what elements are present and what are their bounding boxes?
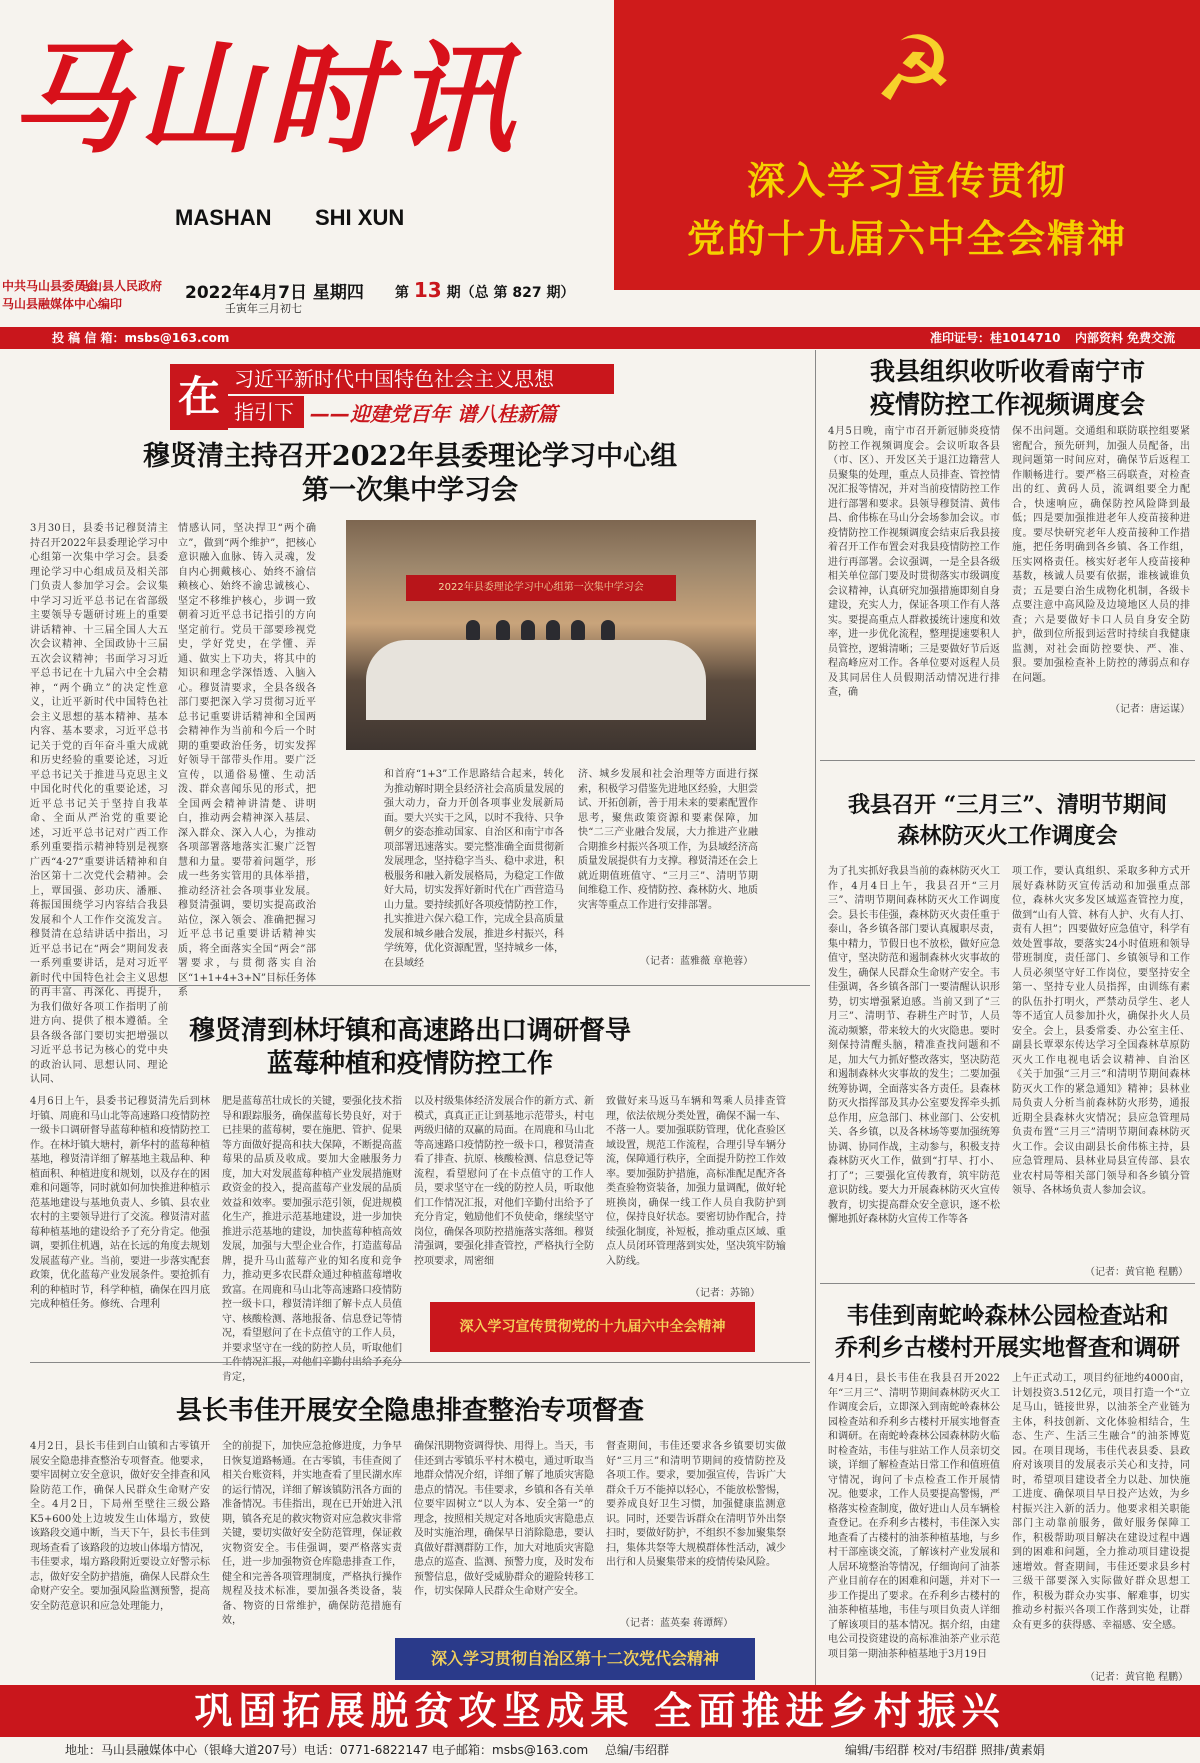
section-divider bbox=[30, 985, 810, 986]
article-3-col-1: 为了扎实抓好我县当前的森林防灭火工作，4月4日上午，我县召开“三月三”、清明节期间森林防灭火工作调度会。县长韦佳强，森林防灭火责任重于泰山，各乡镇各部门要认真履职尽责，集中精力，节假日也不放松，做好应急值守，坚决防范和遏制森林火灾事故的发生，确保人民群众生命财产安全。韦佳强调，各乡镇各部门一要清醒认识形势，切实增强紧迫感。当前又到了“三月三”、清明节、春耕生产时节，人员流动频繁，带来较大的火灾隐患。要时刻保持清醒头脑，精准查找问题和不足，加大气力抓好整改落实，坚决防范和遏制森林火灾事故的发生；二要加强统筹协调，全面落实各方责任。县森林防灭火指挥部及其办公室要发挥牵头抓总作用，应急部门、林业部门、公安机关、各乡镇，以及各林场等要加强统筹协调、协同作战，主动参与，积极支持森林防灭火工作，做到“打早、打小、打了”；三要强化宣传教育，筑牢防范意识防线。要大力开展森林防灭火宣传教育，切实提高群众安全意识，逐不松懈地抓好森林防火宣传工作等各 bbox=[828, 866, 1000, 1225]
article-5-headline bbox=[820, 1300, 1195, 1364]
banner-line-1: 深入学习宣传贯彻 bbox=[746, 159, 1067, 203]
publisher-3: 马山县融媒体中心编印 bbox=[2, 297, 123, 311]
photo-person bbox=[546, 620, 560, 640]
article-1-col-4: 济、城乡发展和社会治理等方面进行探索，积极学习借鉴先进地区经验，大胆尝试、开拓创新，善于用未来的要素配置作思考，聚焦政策资源和要素保障，加快“二三产业融合发展，大力推进产业融合期推乡村振兴各项工作，为县域经济高质量发展提供有力支撑。穆贤清还在会上就近期值班值守、“三月三”、清明节期间维稳工作、疫情防控、森林防火、地质灾害等重点工作进行安排部署。 bbox=[578, 769, 758, 911]
article-6-credit: （记者：蓝英秦 蒋谭辉） bbox=[620, 1618, 734, 1629]
article-5-title-line-2: 乔利乡古楼村开展实地督查和调研 bbox=[835, 1334, 1180, 1361]
article-1-credit: （记者：蓝雅薇 章艳蓉） bbox=[640, 956, 754, 967]
issue-number-block bbox=[395, 278, 574, 302]
section-divider bbox=[30, 1362, 810, 1363]
article-1-col-2: 情感认同，坚决捍卫“两个确立”，做到“两个维护”，把核心意识融入血脉、铸入灵魂，发自内心拥戴核心、始终不渝信赖核心、始终不渝忠诚核心、坚定不移维护核心，步调一致朝着习近平总书记指引的方向坚定前行。党员干部要珍视党史，学好党史，在学懂、弄通、做实上下功夫，将其中的知识和理念学深悟透、入脑入心。穆贤清要求，全县各级各部门要把深入学习贯彻习近平总书记重要讲话精神和全国两会精神作为当前和今后一个时期的重要政治任务，切实发挥好领导干部带头作用。要广泛宣传，以通俗易懂、生动活泼、群众喜闻乐见的形式，把全国两会精神讲清楚、讲明白，推动两会精神深入基层、深入群众、深入人心，为推动各项部署落地落实汇聚广泛智慧和力量。要带着问题学，形成一些务实管用的具体举措，推动经济社会各项事业发展。穆贤清强调，要切实提高政治站位，深入领会、准确把握习近平总书记重要讲话精神实质，将全面落实全国“两会”部署要求，与贯彻落实自治区“1+1+4+3+N”目标任务体系 bbox=[178, 523, 316, 998]
party-emblem-icon: ☭ bbox=[873, 17, 955, 122]
article-4-col-2: 肥是蓝莓茁壮成长的关键，要强化技术指导和跟踪服务，确保蓝莓长势良好，对于已挂果的蓝莓树，要在施肥、管护、促果等方面做好提高和扶大保障，不断提高蓝莓果的品质及收成。要加大金融服务力度，加大对发展蓝莓种植产业发展措施财政资金的投入，提高蓝莓产业发展的品质效益和效率。要加强示范引领，促进规模化生产，推进示范基地建设，进一步加快推进示范基地的建设，加快蓝莓种植高效发展，加强与大型企业合作，打造蓝莓品牌，提升马山蓝莓产业的知名度和竞争力，推动更多农民群众通过种植蓝莓增收致富。在周鹿和马山北等高速路口疫情防控一级卡口，穆贤清详细了解卡点人员值守、核酸检测、落地报备、信息登记等情况，看望慰问了在卡点值守的工作人员，并要求坚守在一线的防控人员，听取他们 肯定， bbox=[222, 1096, 402, 1383]
article-4-credit: （记者：苏锦） bbox=[690, 1288, 760, 1299]
theory-banner-line-2: 指引下 bbox=[228, 396, 304, 428]
print-permit: 准印证号：桂1014710 bbox=[930, 331, 1061, 345]
article-2-credit: （记者：唐运谋） bbox=[1110, 704, 1190, 715]
article-5-col-1: 4月4日，县长韦佳在我县召开2022年“三月三”、清明节期间森林防灭火工作调度会后，立即深入到南蛇岭森林公园检查站和乔利乡古楼村开展实地督查和调研。在南蛇岭森林公园森林防火临时检查站，韦佳与驻站工作人员亲切交谈，详细了解检查站日常工作和值班值守情况，询问了卡点检查工作开展情况。他要求，工作人员要提高警惕，严格落实检查制度，做好进山人员车辆检查登记。在乔利乡古楼村，韦佳深入实地查看了古楼村的油茶种植基地，与乡村干部座谈交流，了解该村产业发展和人居环境整治等情况，仔细询问了油茶产业目前存在的困难和问题，并对下一步工作提出了要求。在乔利乡古楼村的油茶种植基地，韦佳与项目负责人详细了解该项目的基本情况。据介绍，由建电公司投资建设的高标准油茶产业示范项目第一期油茶种植基地于3月19日 bbox=[828, 1373, 1000, 1660]
theory-banner-line-3: ——迎建党百年 谱八桂新篇 bbox=[310, 402, 557, 426]
publisher-1: 中共马山县委员会 bbox=[2, 279, 99, 293]
article-6-headline: 县长韦佳开展安全隐患排查整治专项督查 bbox=[175, 1396, 644, 1426]
bottom-slogan-bar: 巩固拓展脱贫攻坚成果 全面推进乡村振兴 bbox=[0, 1685, 1200, 1737]
submission-email: 投 稿 信 箱：msbs@163.com bbox=[52, 331, 230, 345]
article-4-title-line-1: 穆贤清到林圩镇和高速路出口调研督导 bbox=[188, 1016, 631, 1046]
theory-banner-big-char: 在 bbox=[170, 364, 228, 430]
article-1-col-2b bbox=[178, 768, 316, 973]
article-4-col-1: 4月6日上午，县委书记穆贤清先后到林圩镇、周鹿和马山北等高速路口疫情防控一级卡口调研督导蓝莓种植和疫情防控工作。在林圩镇大塘村，新华村的蓝莓种植基地，穆贤清详细了解基地主栽品种、种植面积、种植进度和规划，以及存在的困难和问题等，同时就如何加快推进种植示范基地建设与基地负责人、乡镇、县农业农村的主要领导进行了交流。穆贤清对蓝莓种植基地的建设给予了充分肯定。他强调，要抓住机遇，站在长远的角度去规划发展蓝莓产业。当前，要进一步落实配套政策，优化蓝莓产业发展条件。要抢抓有利的种植时节，科学种植，确保在四月底完成种植任务。修统、合理利 bbox=[30, 1096, 210, 1310]
footer-address: 地址：马山县融媒体中心（银峰大道207号）电话：0771-6822147 电子邮箱：msbs@163.com bbox=[65, 1743, 589, 1757]
slogan-1-text: 深入学习宣传贯彻党的十九届六中全会精神 bbox=[459, 1319, 726, 1335]
article-3-credit: （记者：黄官艳 程鹏） bbox=[1085, 1267, 1189, 1278]
theory-banner-line-1: 习近平新时代中国特色社会主义思想 bbox=[228, 364, 614, 394]
slogan-box-2 bbox=[395, 1638, 755, 1680]
article-2-col-1: 4月5日晚，南宁市召开新冠肺炎疫情防控工作视频调度会。会议听取各县（市、区）、开发区关于退江边籍营人员聚集的处理，重点人员排查、管控情况汇报等情况，并对当前疫情防控工作进行部署和要求。县领导穆贤清、黄伟昌、俞伟栋在马山分会场参加会议。市疫情防控工作视频调度会结束后我县接着召开工作布置会对我县疫情防控工作进行再部署。会议强调，一是全县各级相关单位部门要及时贯彻落实市级调度会议精神，认真研究加强措施即刻自身建设，充实人力，保证各项工作有人落实。要提高重点人群救援统计速度和效率，进一步优化流程，整理提速要积人员管控，逻辑清晰；三是要做好节后返程高峰应对工作。各单位要对返程人员及其同居住人员假期活动情况进行排查，确 bbox=[828, 426, 1000, 698]
article-1-col-1: 3月30日，县委书记穆贤清主持召开2022年县委理论学习中心组第一次集中学习会。县委理论学习中心组成员及相关部门负责人参加学习会。会议集中学习习近平总书记在省部级主要领导专题研讨班上的重要讲话精神、十三届全国人大五次会议精神、全国政协十三届五次会议精神；书面学习习近平总书记在十九届六中全会精神，“两个确立”的决定性意义，让近平新时代中国特色社会主义思想的基本精神、基本内容、基本要求，习近平总书记关于党的百年奋斗重大成就和历史经验的重要论述，习近平总书记关于推进马克思主义中国化时代化的重要论述，习近平总书记关于坚持自我革命、全面从严治党的重要论述，习近平总书记对广西工作系列重要指示精神特别是视察广西“4·27”重要讲话精神和自治区第十二次党代会精神。会上，覃国强、彭功庆、潘雁、蒋振国围绕学习内容结合我县发展和个人工作作交流发言。穆贤清在总结讲话中指出，习近平总书记在“两会”期间发表一系列重要讲话，是对习近平新时代中国特色社会主义思想的再丰富、再深化、再提升，为我们做好各项工作指明了前进方向、提供了根本遵循。全县各级各部门要切实把增强以习近平总书记为核心的党中央的政治认同、思想认同、理论认同、 bbox=[30, 523, 168, 1085]
article-5-credit: （记者：黄官艳 程鹏） bbox=[1085, 1672, 1189, 1683]
article-4-col-4: 致做好来马返马车辆和驾乘人员排查管理，依法依规分类处置，确保不漏一车、不落一人。要加强联防管理，优化查验区域设置，规范工作流程，合理引导车辆分流，保障通行秩序，全面提升防控工作效率。要加强防护措施，高标准配足配齐各类查验物资装备，加强力量调配，做好轮班换岗，确保一线工作人员自我防护到位，保持良好状态。要密切协作配合，持续强化制度，补短板，推动重点区域、重点人员闭环管理落到实处，坚决筑牢防输入防线。 bbox=[606, 1096, 786, 1267]
slogan-box-1 bbox=[430, 1302, 755, 1352]
section-divider bbox=[820, 760, 1195, 761]
photo-screen-text: 2022年县委理论学习中心组第一次集中学习会 bbox=[406, 575, 676, 601]
article-4-col-3: 以及村级集体经济发展合作的新方式、新模式，真真正正让到基地示范带头，村屯两级归储的双赢的局面。在周鹿和马山北等高速路口疫情防控一级卡口，穆贤清查看了排查、抗原、核酸检测、信息登记等流程，看望慰问了在卡点值守的工作人员，要求坚守在一线的防控人员，听取他们工作情况汇报，对他们辛勤付出给予了充分肯定，勉励他们不负使命，继续坚守岗位，确保各项防控措施落实落细。穆贤清强调，要强化排查管控，严格执行全防控项要求，周密细 bbox=[414, 1096, 594, 1267]
article-5-title-line-1: 韦佳到南蛇岭森林公园检查站和 bbox=[846, 1302, 1169, 1329]
footer bbox=[0, 1737, 1200, 1763]
publisher-2: 马山县人民政府 bbox=[78, 279, 163, 293]
circulation-note: 内部资料 免费交流 bbox=[1075, 331, 1176, 345]
masthead-english-left: MASHAN bbox=[175, 205, 272, 230]
article-4-headline bbox=[30, 1015, 790, 1081]
issue-number: 13 bbox=[413, 278, 442, 302]
issue-date: 2022年4月7日 星期四 bbox=[185, 283, 364, 303]
theory-banner bbox=[170, 364, 610, 430]
banner-line-2: 党的十九届六中全会精神 bbox=[686, 217, 1127, 261]
article-2-title-line-1: 我县组织收听收看南宁市 bbox=[869, 357, 1145, 386]
lunar-date: 壬寅年三月初七 bbox=[225, 302, 302, 315]
info-bar bbox=[0, 327, 1200, 349]
masthead-english-right: SHI XUN bbox=[315, 205, 405, 230]
article-2-headline bbox=[825, 355, 1190, 421]
photo-person bbox=[496, 620, 510, 640]
article-4-title-line-2: 蓝莓种植和疫情防控工作 bbox=[266, 1049, 553, 1079]
photo-person bbox=[571, 620, 585, 640]
article-3-title-line-1: 我县召开 “三月三”、清明节期间 bbox=[848, 792, 1167, 818]
article-3-title-line-2: 森林防灭火工作调度会 bbox=[897, 823, 1118, 849]
article-6-col-3: 确保汛期物资调得快、用得上。当天，韦佳还到古零镇乐平村木模屯，通过听取当地群众情况介绍，详细了解了地质灾害隐患点的情况。韦佳要求，乡镇和各有关单位要牢固树立“以人为本、安全第一”的理念，按照相关规定对各地质灾害隐患点及时实施治理，确保早日消除隐患，要认真做好群测群防工作，加大对地质灾害隐患点的巡查、监测、预警力度，及时发布预警信息，做好受威胁群众的避险转移工作，切实保障人民群众生命财产安全。 bbox=[414, 1441, 594, 1597]
article-6-col-1: 4月2日，县长韦佳到白山镇和古零镇开展安全隐患排查整治专项督查。他要求，要牢固树立安全意识，做好安全排查和风险防范工作，确保人民群众生命财产安全。4月2日，下局州至壁往三级公路K5+600处上边坡发生山体塌方，致使该路段交通中断，当天下午，县长韦佳到现场查看了该路段的边坡山体塌方情况，韦佳要求，塌方路段附近要设立好警示标志，做好安全防护措施，确保人民群众生命财产安全。要加强风险监测预警，提高安全防范意识和应急处理能力， bbox=[30, 1441, 210, 1612]
theme-banner bbox=[614, 0, 1200, 290]
article-1-title-line-1: 穆贤清主持召开2022年县委理论学习中心组 bbox=[142, 441, 678, 472]
meeting-photo bbox=[346, 520, 756, 750]
photo-person bbox=[601, 620, 615, 640]
article-5-col-2: 上午正式动工，项目约征地约4000亩，计划投资3.512亿元，项目打造一个“立足马山，链接世界，以油茶全产业链为主体，科技创新、文化体验相结合，生态、生产、生活三生融合”的油茶博览园。在项目现场，韦佳代表县委、县政府对该项目的发展表示关心和支持，同时，希望项目建设者全力以赴、加快施工进度、确保项目早日投产达效，为乡村振兴注入新的活力。他要求相关职能部门主动靠前服务，做好服务保障工作，积极帮助项目解决在建设过程中遇到的困难和问题，全力推动项目建设提速增效。督查期间，韦佳还要求县乡村三级干部要深入实际做好群众思想工作，积极为群众办实事、解难事，切实推动乡村振兴各项工作落到实处，让群众有更多的获得感、幸福感、安全感。 bbox=[1012, 1373, 1190, 1631]
article-6-col-4: 督查期间，韦佳还要求各乡镇要切实做好“三月三”和清明节期间的疫情防控及各项工作。要求，要加强宣传，告诉广大群众千万不能掉以轻心，不能放松警惕，要养成良好卫生习惯，加强健康监测意识。同时，还要告诉群众在清明节外出祭扫时，要做好防护，不组织不参加聚集祭扫，集体共祭等大规模群体性活动，减少出行和人员聚集带来的疫情传染风险。 bbox=[606, 1441, 786, 1568]
article-2-title-line-2: 疫情防控工作视频调度会 bbox=[869, 390, 1145, 419]
photo-meeting-table bbox=[366, 640, 706, 720]
issue-prefix: 第 bbox=[395, 285, 409, 301]
footer-editors: 编辑/韦绍群 校对/韦绍群 照排/黄素娟 bbox=[845, 1743, 1045, 1757]
issue-suffix: 期（总 第 827 期） bbox=[446, 285, 575, 301]
article-1-col-3: 和首府“1+3”工作思路结合起来，转化为推动解时期全县经济社会高质量发展的强大动力，奋力开创各项事业发展新局面。要大兴实干之风，以时不我待、只争朝夕的姿态推动国家、自治区和南宁市各项部署迅速落实。要完整准确全面贯彻新发展理念，坚持稳字当头、稳中求进，积极服务和融入新发展格局，为稳定工作做好大局，切实发挥好新时代在广西营造马山力量。要持续抓好各项疫情防控工作，扎实推进六保六稳工作，完成全县高质量发展和城乡融合发展，推进乡村振兴，科学统筹，优化资源配置，坚持城乡一体，在县域经 bbox=[384, 769, 564, 969]
article-3-col-2: 项工作，要认真组织、采取多种方式开展好森林防灭宣传活动和加强重点部位，森林火灾多发区域巡查管控力度，做到“山有人管、林有人护、火有人打、责有人担”；四要做好应急值守，科学有效处置事故，要落实24小时值班和领导带班制度，责任部门、乡镇领导和工作人员必须坚守好工作岗位，要坚持安全第一、坚持专业人员指挥，由训练有素的队伍扑打明火，严禁动员学生、老人等不适宜人员参加扑火，确保扑火人员安全。会上，县委常委、办公室主任、副县长覃翠东传达学习全国森林草原防灭火工作电视电话会议精神、自治区《关于加强“三月三”和清明节期间森林防灭火工作的紧急通知》精神；县林业局负责人分析当前森林防火形势，通报近期全县森林火灾情况；县应急管理局负责布置“三月三”清明节期间森林防灭火工作。会议由副县长俞伟栋主持，县应急管理局、县林业局县宣传部、县农业农村局等相关部门领导和各乡镇分管领导、各林场负责人参加会议。 bbox=[1012, 866, 1190, 1196]
photo-person bbox=[466, 620, 480, 640]
slogan-2-text: 深入学习贯彻自治区第十二次党代会精神 bbox=[430, 1649, 719, 1668]
section-divider bbox=[820, 1283, 1195, 1284]
column-divider bbox=[815, 350, 816, 1685]
article-1-headline bbox=[30, 440, 790, 508]
article-3-headline bbox=[820, 790, 1195, 852]
article-1-title-line-2: 第一次集中学习会 bbox=[302, 475, 518, 506]
article-6-col-2: 全的前提下，加快应急抢修进度，力争早日恢复道路畅通。在古零镇，韦佳查阅了相关台账资料，并实地查看了里民湖水库的运行情况，详细了解该镇防汛各方面的准备情况。韦佳指出，现在已开始进入汛期，镇各充足的救灾物资对应急救灾非常关键，要切实做好安全防范管理，保证救灾物资安全。韦佳强调，要严格落实责任，进一步加强物资仓库隐患排查工作，健全和完善各项管理制度，严格执行操作规程及技术标准，要加强各类设备，装备、物资的日常维护，确保防范措施有效， bbox=[222, 1441, 402, 1626]
article-2-col-2: 保不出问题。交通组和联防联控组要紧密配合，预先研判，加强人员配备，出现问题第一时间应对，确保节后返程工作顺畅进行。要严格三码联查，对检查出的红、黄码人员，流调组要全力配合，快速响应，确保防控风险降到最低；四是要加强推进老年人疫苗接种进度。要尽快研究老年人疫苗接种工作措施，把任务明确到各乡镇、各工作组，压实网格责任。核实好老年人疫苗接种基数，核诚人员要有依据，谁核诚谁负责；五是要白治生成物化机制，各级卡点要注意中高风险及边境地区人员的排查；六是要做好卡口人员自身安全防护，做到位所报到运营时持续自我健康监测，对社会面防控要快、严、准、狠。要加强检查补上防控的薄弱点和存在问题。 bbox=[1012, 426, 1190, 684]
photo-person bbox=[521, 620, 535, 640]
newspaper-logo-title: 马山时讯 bbox=[10, 29, 522, 170]
footer-chief-editor: 总编/韦绍群 bbox=[605, 1743, 670, 1757]
